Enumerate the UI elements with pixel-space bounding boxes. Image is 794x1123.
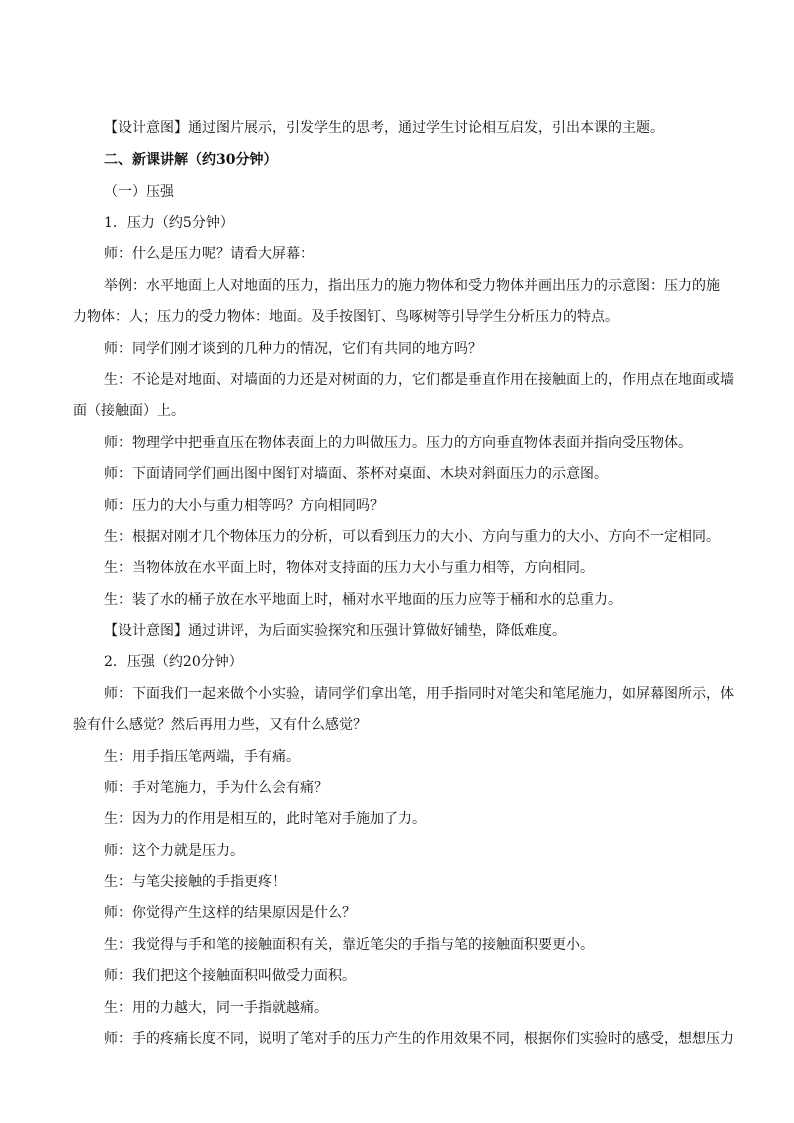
design-intent-intro: 【设计意图】通过图片展示，引发学生的思考，通过学生讨论相互启发，引出本课的主题。 xyxy=(104,120,664,136)
paragraph: 师：这个力就是压力。 xyxy=(104,843,244,859)
paragraph: 生：根据对刚才几个物体压力的分析，可以看到压力的大小、方向与重力的大小、方向不一定相同。 xyxy=(104,529,720,545)
paragraph: 师：手的疼痛长度不同，说明了笔对手的压力产生的作用效果不同，根据你们实验时的感受，想想压力 xyxy=(104,1031,734,1047)
paragraph: 师：手对笔施力，手为什么会有痛？ xyxy=(104,780,328,796)
design-intent-note: 【设计意图】通过讲评，为后面实验探究和压强计算做好铺垫，降低难度。 xyxy=(104,623,566,639)
paragraph: 生：装了水的桶子放在水平地面上时，桶对水平地面的压力应等于桶和水的总重力。 xyxy=(104,592,622,608)
paragraph: 生：用手指压笔两端，手有痛。 xyxy=(104,749,300,765)
paragraph: 生：我觉得与手和笔的接触面积有关，靠近笔尖的手指与笔的接触面积要更小。 xyxy=(104,937,594,953)
paragraph: 师：压力的大小与重力相等吗？方向相同吗？ xyxy=(104,498,384,514)
paragraph: 师：什么是压力呢？请看大屏幕： xyxy=(104,246,314,262)
paragraph: 师：同学们刚才谈到的几种力的情况，它们有共同的地方吗？ xyxy=(104,341,482,357)
subsection-heading-pressure: （一）压强 xyxy=(104,184,174,200)
paragraph: 生：用的力越大，同一手指就越痛。 xyxy=(104,1000,328,1016)
paragraph: 师：物理学中把垂直压在物体表面上的力叫做压力。压力的方向垂直物体表面并指向受压物体。 xyxy=(104,435,692,451)
paragraph: 生：与笔尖接触的手指更疼！ xyxy=(104,874,286,890)
section-heading-new-lesson: 二、新课讲解（约30分钟） xyxy=(104,152,278,168)
paragraph-continuation: 力物体：人；压力的受力物体：地面。及手按图钉、鸟啄树等引导学生分析压力的特点。 xyxy=(73,309,619,325)
paragraph: 师：下面请同学们画出图中图钉对墙面、茶杯对桌面、木块对斜面压力的示意图。 xyxy=(104,466,608,482)
paragraph: 师：我们把这个接触面积叫做受力面积。 xyxy=(104,968,356,984)
item-heading-pressure-force: 1．压力（约5分钟） xyxy=(104,215,234,231)
paragraph: 生：不论是对地面、对墙面的力还是对树面的力，它们都是垂直作用在接触面上的，作用点在地面或墙 xyxy=(104,372,734,388)
paragraph: 生：因为力的作用是相互的，此时笔对手施加了力。 xyxy=(104,811,426,827)
paragraph-continuation: 验有什么感觉？然后再用力些，又有什么感觉？ xyxy=(73,717,367,733)
item-heading-pressure-intensity: 2．压强（约20分钟） xyxy=(104,654,243,670)
paragraph: 师：你觉得产生这样的结果原因是什么？ xyxy=(104,905,356,921)
paragraph: 生：当物体放在水平面上时，物体对支持面的压力大小与重力相等，方向相同。 xyxy=(104,560,594,576)
paragraph: 举例：水平地面上人对地面的压力，指出压力的施力物体和受力物体并画出压力的示意图：压力的施 xyxy=(104,278,720,294)
paragraph-continuation: 面（接触面）上。 xyxy=(73,403,185,419)
paragraph: 师：下面我们一起来做个小实验，请同学们拿出笔，用手指同时对笔尖和笔尾施力，如屏幕图所示，体 xyxy=(104,686,734,702)
